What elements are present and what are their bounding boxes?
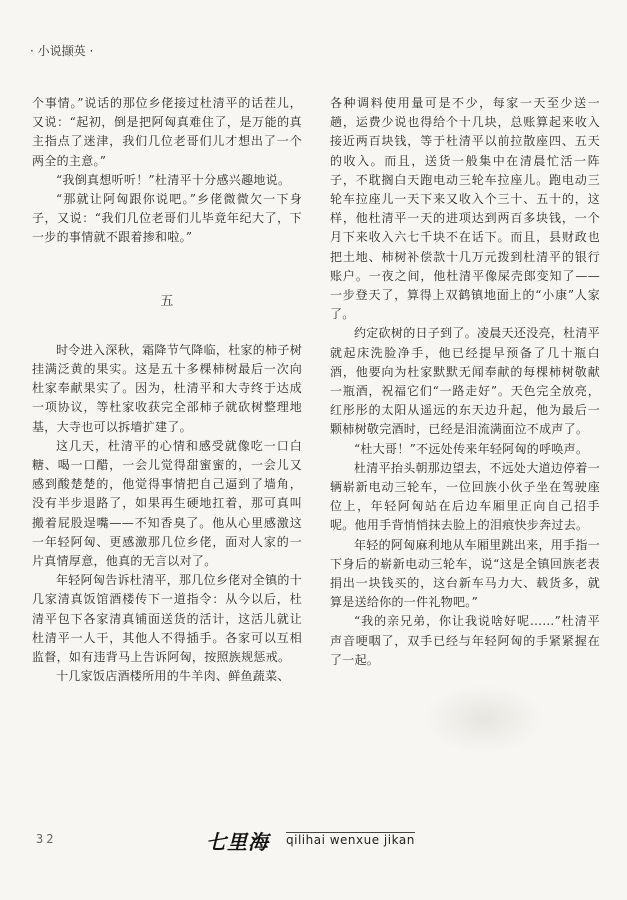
left-text-column (32, 94, 302, 686)
paragraph: 杜清平抬头朝那边望去，不远处大道边停着一辆崭新电动三轮车，一位回族小伙子坐在驾驶座位上，年轻阿匈站在后边车厢里正向自己招手呢。他用手背悄悄抹去脸上的泪痕快步奔过去。 (330, 460, 601, 533)
paragraph: 年轻阿匈告诉杜清平，那几位乡佬对全镇的十几家清真饭馆酒楼传下一道指令：从今以后，杜清平包下各家清真铺面送货的活计，这活儿就让杜清平一人干，其他人不得插手。各家可以互相监督，如有违背马上告诉阿匈，按照族规惩戒。 (32, 573, 303, 665)
paragraph: 个事情。”说话的那位乡佬接过杜清平的话茬儿，又说：“起初，倒是把阿匈真难住了，是万能的真主指点了迷津，我们几位老哥们儿才想出了一个两全的主意。” (32, 96, 302, 168)
journal-latin-name: qilihai wenxue jikan (286, 833, 415, 847)
paragraph: “那就让阿匈跟你说吧。”乡佬微微欠一下身子，又说：“我们几位老哥们儿毕竟年纪大了，下一步的事情就不跟着掺和啦。” (32, 192, 302, 245)
paragraph: 各种调料使用量可是不少，每家一天至少送一趟，运费少说也得给个十几块，总账算起来收入接近两百块钱，等于杜清平以前拉散座四、五天的收入。而且，送货一般集中在清晨忙活一阵子，不耽搁白天跑电动三轮车拉座儿。跑电动三轮车拉座儿一天下来又收入个三十、五十的，这样，他杜清平一天的进项达到两百多块钱，一个月下来收入六七千块不在话下。而且，县财政也把土地、柿树补偿款十几万元拨到杜清平的银行账户。一夜之间，他杜清平像屎壳郎变知了——一步登天了，算得上双鹤镇地面上的“小康”人家了。 (330, 96, 600, 322)
right-text-column (330, 94, 600, 670)
paragraph: 十几家饭店酒楼所用的牛羊肉、鲜鱼蔬菜、 (56, 669, 290, 684)
paragraph: “杜大哥！”不远处传来年轻阿匈的呼唤声。 (354, 441, 589, 456)
journal-logo: 七里海 (206, 830, 269, 854)
paragraph: “我的亲兄弟，你让我说啥好呢……”杜清平声音哽咽了，双手已经与年轻阿匈的手紧紧握在了一起。 (330, 614, 600, 667)
paragraph: 约定砍树的日子到了。凌晨天还没亮，杜清平就起床洗脸净手，他已经提早预备了几十瓶白酒，他要向为杜家默默无闻奉献的每棵柿树敬献一瓶酒，祝福它们“一路走好”。天色完全放亮，红彤彤的太阳从遥远的东天边升起，他为最后一颗柿树敬完酒时，已经是泪流满面泣不成声了。 (330, 326, 601, 437)
paragraph: 时令进入深秋，霜降节气降临，杜家的柿子树挂满泛黄的果实。这是五十多棵柿树最后一次向杜家奉献果实了。因为，杜清平和大寺终于达成一项协议，等杜家收获完全部柿子就砍树整理地基，大寺也可以拆墙扩建了。 (32, 342, 303, 434)
page-number: 32 (36, 832, 57, 846)
scan-smudge (424, 684, 544, 754)
chapter-section-title: 五 (160, 293, 174, 309)
paragraph: 这几天，杜清平的心情和感受就像吃一口白糖、喝一口醋，一会儿觉得甜蜜蜜的，一会儿又感到酸楚楚的，他觉得事情把自己逼到了墙角，没有半步退路了，如果再生硬地扛着，那可真叫搬着屁股逞嘴——不知香臭了。他从心里感激这一年轻阿匈、更感激那几位乡佬，面对人家的一片真情厚意，他真的无言以对了。 (32, 438, 302, 569)
paragraph: “我倒真想听听！”杜清平十分感兴趣地说。 (56, 172, 291, 187)
paragraph: 年轻的阿匈麻利地从车厢里跳出来，用手指一下身后的崭新电动三轮车，说“这是全镇回族老表捐出一块钱买的，这台新车马力大、载货多，就算是送给你的一件礼物吧。” (330, 537, 601, 610)
section-header-label: · 小说撷英 · (30, 44, 94, 58)
